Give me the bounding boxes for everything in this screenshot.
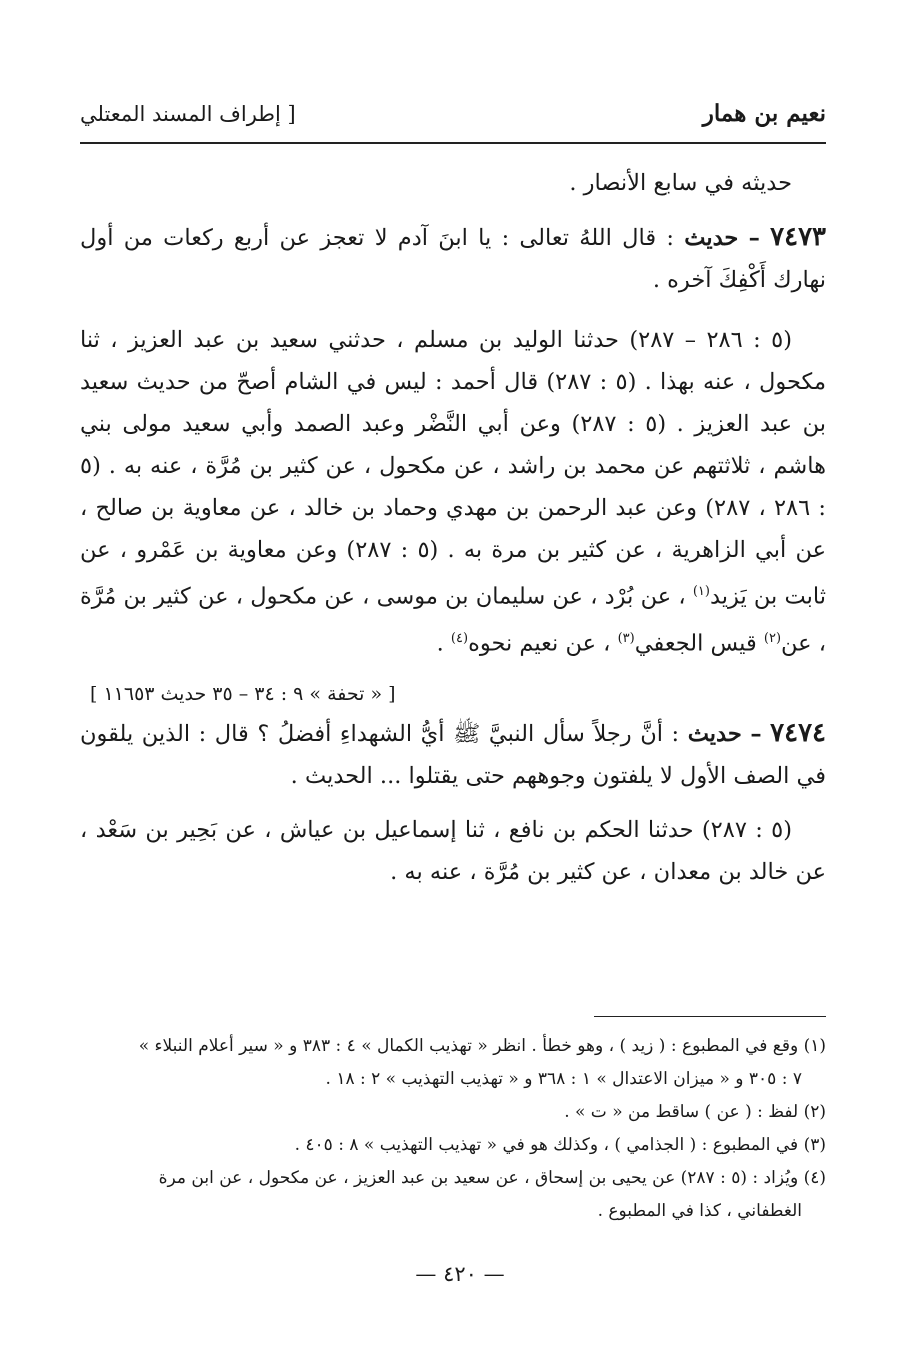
hadith-dash: – bbox=[748, 225, 760, 251]
footnote-2 bbox=[80, 1096, 826, 1129]
isnad-7474: (٥ : ٢٨٧) حدثنا الحكم بن نافع ، ثنا إسماعيل بن عياش ، عن بَحِير بن سَعْد ، عن خالد بن معدان ، عن كثير بن مُرَّة ، عنه به . bbox=[80, 817, 826, 885]
footnote-3 bbox=[80, 1129, 826, 1162]
footnote-text: لفظ : ( عن ) ساقط من « ت » . bbox=[564, 1102, 799, 1122]
footnote-number: (٣) bbox=[803, 1135, 826, 1155]
page-body bbox=[80, 100, 826, 893]
hadith-label: حديث bbox=[684, 225, 739, 251]
hadith-text: : قال اللهُ تعالى : يا ابنَ آدم لا تعجز عن أربع ركعات من أول نهارك أَكْفِكَ آخره . bbox=[80, 225, 826, 293]
footnote-ref-3: (٣) bbox=[617, 630, 635, 646]
footnote-ref-2: (٢) bbox=[763, 630, 782, 646]
footnote-number: (٤) bbox=[803, 1168, 826, 1188]
running-header bbox=[80, 100, 826, 144]
isnad-text: قيس الجعفي bbox=[634, 630, 757, 656]
footnote-separator bbox=[594, 1016, 826, 1017]
opening-line: حديثه في سابع الأنصار . bbox=[569, 170, 792, 196]
footnote-1 bbox=[80, 1030, 826, 1096]
hadith-label: حديث bbox=[687, 721, 742, 747]
hadith-number: ٧٤٧٣ bbox=[770, 222, 827, 252]
footnote-text: وقع في المطبوع : ( زيد ) ، وهو خطأ . انظر « تهذيب الكمال » ٤ : ٣٨٣ و « سير أعلام النبلاء » bbox=[138, 1036, 799, 1056]
isnad-text: ، عن نعيم نحوه bbox=[468, 630, 611, 656]
hadith-7473 bbox=[80, 216, 826, 301]
footnotes bbox=[80, 1030, 826, 1228]
hadith-number: ٧٤٧٤ bbox=[770, 718, 826, 748]
footnote-number: (٢) bbox=[803, 1102, 826, 1122]
isnad-text: (٥ : ٢٨٦ – ٢٨٧) حدثنا الوليد بن مسلم ، حدثني سعيد بن عبد العزيز ، ثنا مكحول ، عنه بهذا . (٥ : ٢٨٧) قال أحمد : ليس في الشام أصحّ من حديث سعيد بن عبد العزيز . (٥ : ٢٨٧) وعن أبي النَّضْر وعبد الصمد وأبي سعيد مولى بني هاشم ، ثلاثتهم عن محمد بن راشد ، عن مكحول ، عن كثير بن مُرَّة ، عنه به . (٥ : ٢٨٦ ، ٢٨٧) وعن عبد الرحمن بن مهدي وحماد بن خالد ، عن معاوية بن صالح ، عن أبي الزاهرية ، عن كثير بن مرة به . (٥ : ٢٨٧) وعن معاوية بن عَمْرو ، عن ثابت بن يَزيد bbox=[80, 327, 827, 610]
isnad-7473 bbox=[80, 319, 826, 664]
footnote-text-continued: ٧ : ٣٠٥ و « ميزان الاعتدال » ١ : ٣٦٨ و « تهذيب التهذيب » ٢ : ١٨ . bbox=[325, 1069, 802, 1089]
hadith-text: : أنَّ رجلاً سأل النبيَّ ﷺ أيُّ الشهداءِ أفضلُ ؟ قال : الذين يلقون في الصف الأول لا يلفتون وجوههم حتى يقتلوا ... الحديث . bbox=[80, 721, 826, 789]
hadith-dash: – bbox=[750, 721, 762, 747]
footnote-4 bbox=[80, 1162, 826, 1228]
isnad-text: . bbox=[436, 630, 444, 656]
footnote-text: ويُزاد : (٥ : ٢٨٧) عن يحيى بن إسحاق ، عن سعيد بن عبد العزيز ، عن مكحول ، عن ابن مرة bbox=[158, 1168, 799, 1188]
footnote-number: (١) bbox=[803, 1036, 826, 1056]
footnote-text-continued: الغطفاني ، كذا في المطبوع . bbox=[597, 1201, 802, 1221]
running-header-book-title: [ إطراف المسند المعتلي bbox=[80, 102, 296, 126]
footnote-ref-1: (١) bbox=[692, 584, 710, 599]
running-header-title: نعيم بن همار bbox=[702, 100, 826, 127]
isnad-text: ، عن بُرْد ، عن سليمان بن موسى ، عن مكحول ، عن كثير بن مُرَّة ، عن bbox=[80, 583, 826, 656]
footnote-ref-4: (٤) bbox=[450, 630, 469, 646]
footnote-text: في المطبوع : ( الجذامي ) ، وكذلك هو في « تهذيب التهذيب » ٨ : ٤٠٥ . bbox=[294, 1135, 799, 1155]
hadith-7474 bbox=[80, 712, 826, 797]
tuhfa-reference: [ « تحفة » ٩ : ٣٤ – ٣٥ حديث ١١٦٥٣ ] bbox=[90, 683, 396, 705]
page-number: — ٤٢٠ — bbox=[415, 1262, 505, 1286]
